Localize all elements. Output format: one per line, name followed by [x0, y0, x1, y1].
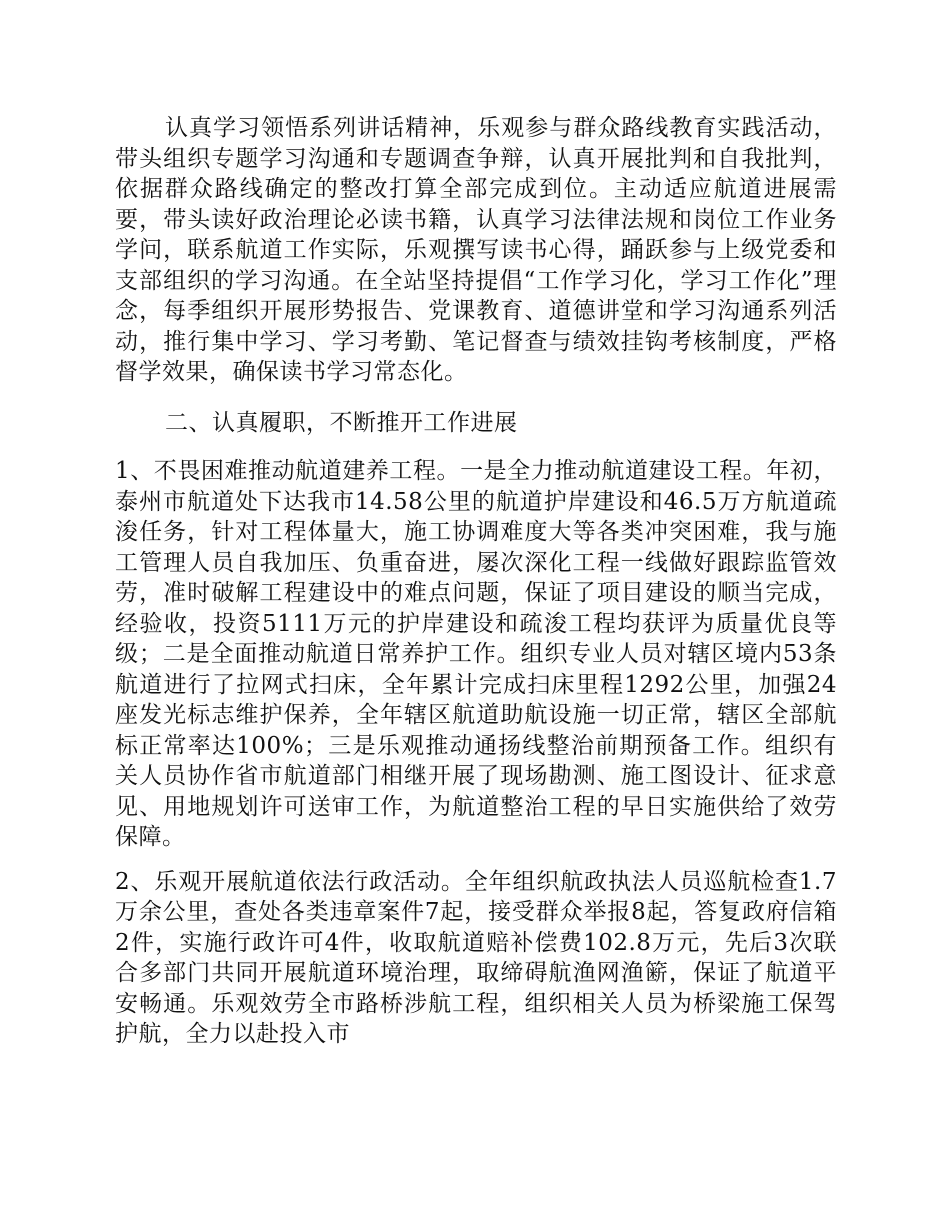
paragraph-law-enforcement: 2、乐观开展航道依法行政活动。全年组织航政执法人员巡航检查1.7万余公里，查处各类违章案件7起，接受群众举报8起，答复政府信箱2件，实施行政许可4件，收取航道赔补偿费102.8万元，先后3次联合多部门共同开展航道环境治理，取缔碍航渔网渔簖，保证了航道平安畅通。乐观效劳全市路桥涉航工程，组织相关人员为桥梁施工保驾护航，全力以赴投入市: [115, 868, 837, 1047]
paragraph-study: 认真学习领悟系列讲话精神，乐观参与群众路线教育实践活动，带头组织专题学习沟通和专题调查争辩，认真开展批判和自我批判，依据群众路线确定的整改打算全部完成到位。主动适应航道进展需要，带头读好政治理论必读书籍，认真学习法律法规和岗位工作业务学问，联系航道工作实际，乐观撰写读书心得，踊跃参与上级党委和支部组织的学习沟通。在全站坚持提倡“工作学习化，学习工作化”理念，每季组织开展形势报告、党课教育、道德讲堂和学习沟通系列活动，推行集中学习、学习考勤、笔记督查与绩效挂钩考核制度，严格督学效果，确保读书学习常态化。: [115, 115, 837, 385]
document-page: [115, 113, 837, 1050]
section-heading: 二、认真履职，不断推开工作进展: [165, 409, 518, 436]
paragraph-waterway-projects: 1、不畏困难推动航道建养工程。一是全力推动航道建设工程。年初，泰州市航道处下达我市14.58公里的航道护岸建设和46.5万方航道疏浚任务，针对工程体量大，施工协调难度大等各类冲突困难，我与施工管理人员自我加压、负重奋进，屡次深化工程一线做好跟踪监管效劳，准时破解工程建设中的难点问题，保证了项目建设的顺当完成，经验收，投资5111万元的护岸建设和疏浚工程均获评为质量优良等级；二是全面推动航道日常养护工作。组织专业人员对辖区境内53条航道进行了拉网式扫床，全年累计完成扫床里程1292公里，加强24座发光标志维护保养，全年辖区航道助航设施一切正常，辖区全部航标正常率达100%；三是乐观推动通扬线整治前期预备工作。组织有关人员协作省市航道部门相继开展了现场勘测、施工图设计、征求意见、用地规划许可送审工作，为航道整治工程的早日实施供给了效劳保障。: [115, 458, 837, 850]
